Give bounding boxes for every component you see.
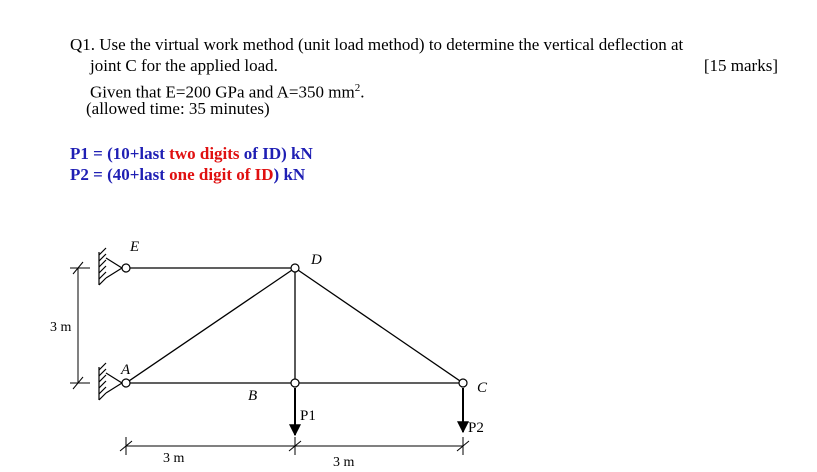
question-line-2 <box>90 56 778 76</box>
given-text: Given that E=200 GPa and A=350 mm <box>90 82 355 102</box>
member-DC <box>295 268 463 383</box>
allowed-time-text: (allowed time: 35 minutes) <box>86 99 270 118</box>
support-A <box>99 363 122 400</box>
p1-definition <box>70 144 313 164</box>
truss-members <box>126 268 463 383</box>
label-span-2: 3 m <box>333 455 355 470</box>
support-E <box>99 248 122 285</box>
joint-A <box>122 379 130 387</box>
question-line-1 <box>70 35 778 55</box>
label-P2: P2 <box>468 420 484 436</box>
joint-D <box>291 264 299 272</box>
p1-text-a: P1 = (10+last <box>70 144 170 163</box>
question-text-2: joint C for the applied load. <box>90 56 278 75</box>
given-text-suffix: . <box>360 82 365 102</box>
label-B: B <box>248 388 258 404</box>
truss-figure <box>0 225 817 472</box>
area-unit-exponent: 2 <box>354 82 361 94</box>
member-AD <box>126 268 295 383</box>
question-text-1: Q1. Use the virtual work method (unit load method) to determine the vertical deflection at <box>70 35 684 54</box>
label-A: A <box>121 362 131 378</box>
label-span-1: 3 m <box>163 451 185 466</box>
joint-C <box>459 379 467 387</box>
load-arrows <box>295 388 463 435</box>
height-dimension <box>70 262 90 389</box>
p2-definition <box>70 165 305 185</box>
joint-B <box>291 379 299 387</box>
joint-E <box>122 264 130 272</box>
allowed-time <box>86 99 270 119</box>
p1-text-c: of ID) kN <box>239 144 313 163</box>
p2-text-a: P2 = (40+last <box>70 165 170 184</box>
p2-text-c: ) kN <box>273 165 306 184</box>
label-P1: P1 <box>300 408 316 424</box>
label-D: D <box>311 252 322 268</box>
marks-label: [15 marks] <box>703 56 778 75</box>
p1-text-highlight: two digits <box>169 144 240 163</box>
label-E: E <box>130 239 140 255</box>
p2-text-highlight: one digit of ID <box>169 165 274 184</box>
label-height: 3 m <box>50 320 72 335</box>
label-C: C <box>477 380 488 396</box>
